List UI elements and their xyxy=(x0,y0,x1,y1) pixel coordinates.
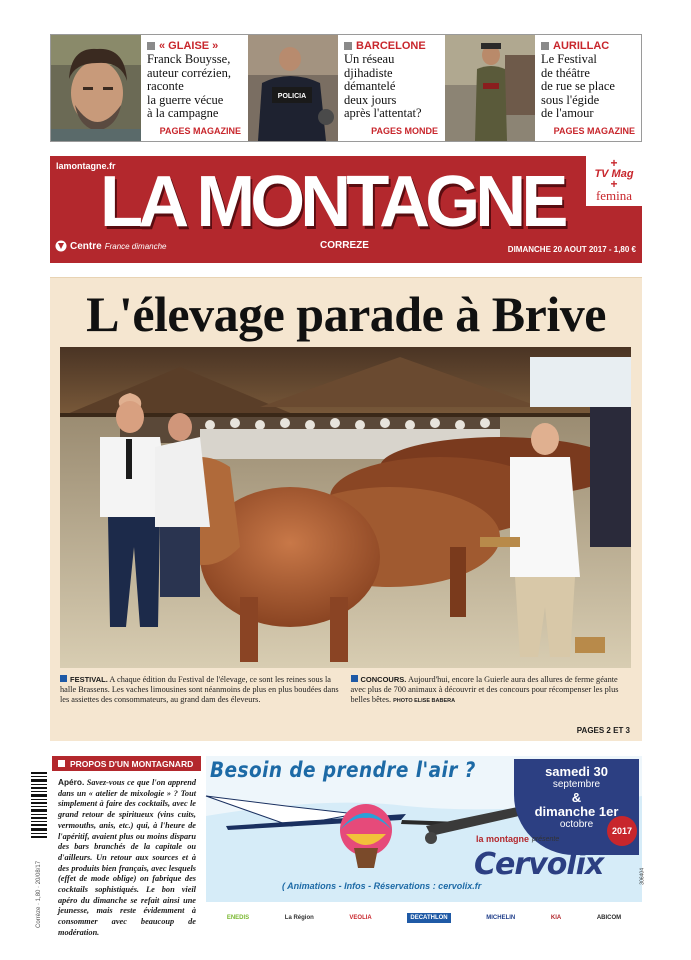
teaser-barcelone[interactable] xyxy=(247,35,444,141)
propos-column xyxy=(52,756,201,937)
pages-reference[interactable]: PAGES 2 ET 3 xyxy=(576,726,630,735)
teaser-strip xyxy=(50,34,642,142)
teaser-kicker: « GLAISE » xyxy=(147,40,243,52)
cervolix-advertisement[interactable] xyxy=(206,756,646,933)
teaser-section: PAGES MAGAZINE xyxy=(553,126,635,136)
kicker-square-icon xyxy=(344,42,352,50)
sponsor-logo: ABICOM xyxy=(596,914,622,921)
kicker-square-icon xyxy=(147,42,155,50)
sponsor-logo: KIA xyxy=(550,914,562,921)
sponsor-logo: ENEDIS xyxy=(226,914,250,921)
sponsor-logo: MICHELIN xyxy=(486,914,516,921)
ad-presenter: la montagne présente xyxy=(476,834,560,844)
plus-sign: + xyxy=(610,177,618,191)
masthead xyxy=(50,156,642,263)
teaser-glaise[interactable] xyxy=(51,35,247,141)
header-square-icon xyxy=(58,760,65,767)
ad-code: 306404 xyxy=(640,868,646,885)
teaser-photo-police xyxy=(248,35,338,141)
main-photo-cattle-show xyxy=(60,347,631,668)
group-name: Centre xyxy=(70,240,102,252)
sponsor-logo: VEOLIA xyxy=(349,914,372,921)
teaser-section: PAGES MONDE xyxy=(371,126,438,136)
teaser-title[interactable]: Franck Bouysse, auteur corrézien, raconte la guerre vécue à la campagne xyxy=(147,52,231,120)
caption-festival: FESTIVAL. A chaque édition du Festival de l'élevage, ce sont les reines sous la halle Brassens. Les vaches limousines sont néanmoins de plus en plus boudées dans les assiettes des consommateurs, au grand dam des éleveurs. xyxy=(60,675,339,704)
ad-info-line[interactable]: ( Animations - Infos - Réservations : cervolix.fr xyxy=(282,881,482,891)
date-price: DIMANCHE 20 AOUT 2017 - 1,80 € xyxy=(507,245,636,254)
teaser-photo-portrait xyxy=(51,35,141,141)
group-suffix: France dimanche xyxy=(104,241,167,251)
caption-square-icon xyxy=(351,675,358,682)
caption-square-icon xyxy=(60,675,67,682)
teaser-kicker: BARCELONE xyxy=(344,40,440,52)
teaser-title[interactable]: Un réseau djihadiste démantelé deux jours après l'attentat? xyxy=(344,52,422,120)
teaser-section: PAGES MAGAZINE xyxy=(159,126,241,136)
ad-sponsor-bar xyxy=(206,902,642,933)
kicker-square-icon xyxy=(541,42,549,50)
teaser-aurillac[interactable] xyxy=(444,35,641,141)
site-url[interactable]: lamontagne.fr xyxy=(56,161,116,171)
barcode-label: Corrèze · 1,80 · 20/08/17 xyxy=(36,860,42,928)
teaser-kicker: AURILLAC xyxy=(541,40,637,52)
propos-header: PROPOS D'UN MONTAGNARD xyxy=(52,756,201,771)
plus-sign: + xyxy=(610,156,618,170)
main-story xyxy=(50,277,642,741)
sponsor-logo: DECATHLON xyxy=(407,913,450,923)
teaser-title[interactable]: Le Festival de théâtre de rue se place sous l'égide de l'amour xyxy=(541,52,615,120)
ad-year-badge: 2017 xyxy=(607,816,637,846)
photo-captions xyxy=(60,675,631,706)
newspaper-title: LA MONTAGNE xyxy=(100,162,564,242)
sponsor-logo: La Région xyxy=(284,914,314,921)
supplement-tv-mag: TV Mag xyxy=(594,168,634,180)
teaser-photo-performer xyxy=(445,35,535,141)
main-headline[interactable]: L'élevage parade à Brive xyxy=(86,286,606,342)
supplement-femina: femina xyxy=(595,188,633,203)
propos-text[interactable]: Apéro. Savez-vous ce que l'on apprend dans un « atelier de mixologie » ? Tout simplement à faire des cocktails, avec le grand retour de spiritueux (vins cuits, vermouths, anis, etc.) qui, à l'heure de l'apéritif, avaient plus ou moins disparu des bars branchés de la capitale ou d'ailleurs. Un retour aux sources et à des produits bien français, avec lesquels (effet de mode oblige) on fabrique des cocktails sophistiqués. Le bon vieil apéro du dimanche se refait ainsi une jeunesse, mais reste évidemment à consommer avec beaucoup de modération. xyxy=(58,777,196,937)
centre-france-icon xyxy=(55,240,67,252)
caption-concours: CONCOURS. Aujourd'hui, encore la Guierle aura des allures de ferme géante avec plus de 700 animaux à découvrir et des concours pour récompenser les plus belles bêtes. PHOTO ELISE BABERA xyxy=(350,675,619,704)
ad-dates: samedi 30 septembre & dimanche 1er octobre xyxy=(514,759,639,855)
photo-credit: PHOTO ELISE BABERA xyxy=(393,698,456,704)
police-vest-text: POLICIA xyxy=(277,93,307,100)
edition-label: CORREZE xyxy=(320,240,369,251)
ad-headline: Besoin de prendre l'air ? xyxy=(210,758,476,782)
ad-event-logo: Cervolix xyxy=(474,847,604,882)
supplements-badge xyxy=(586,156,642,206)
group-logo xyxy=(55,240,167,252)
